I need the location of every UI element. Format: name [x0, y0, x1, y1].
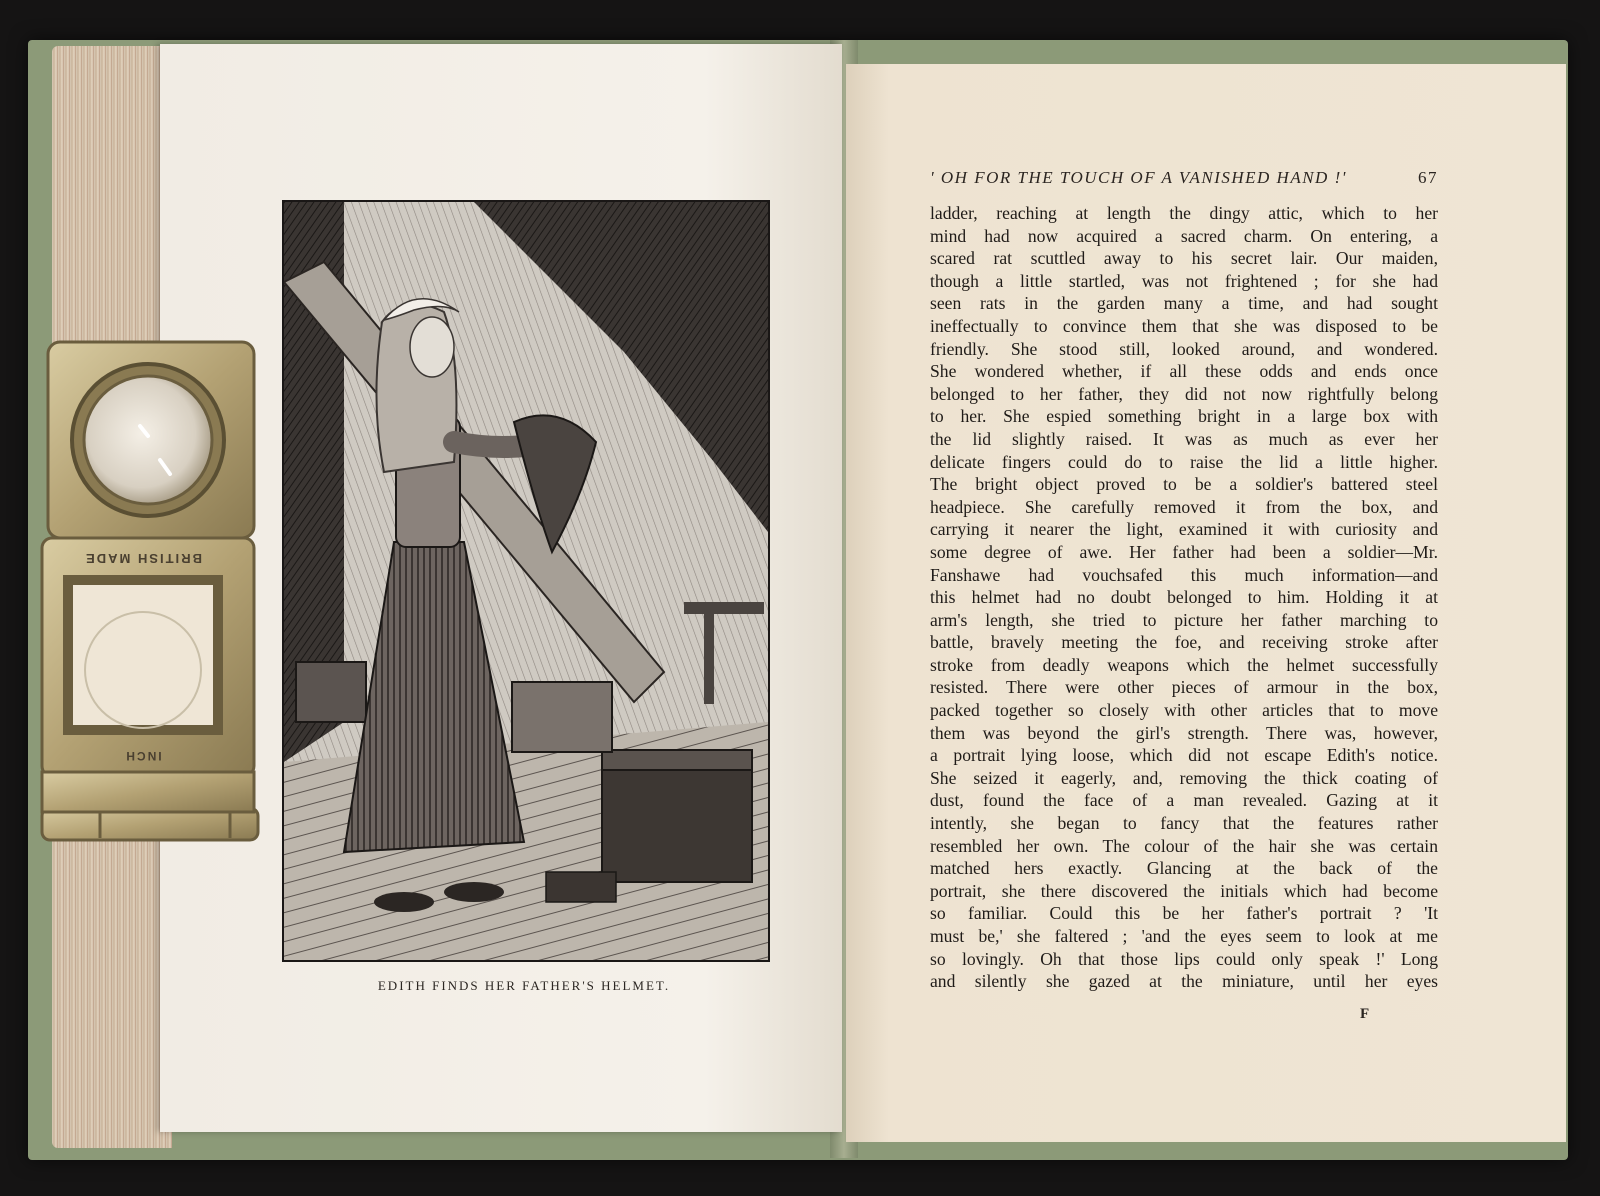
text-line: some degree of awe. Her father had been a soldier—Mr.: [930, 541, 1438, 562]
text-line: packed together so closely with other articles that to move: [930, 700, 1438, 721]
text-line: She seized it eagerly, and, removing the thick coating of: [930, 767, 1438, 788]
text-line: stroke from deadly weapons which the helmet successfully: [930, 654, 1438, 675]
attic-engraving: [284, 202, 768, 960]
text-line: matched hers exactly. Glancing at the back of the: [930, 858, 1438, 879]
text-line: and silently she gazed at the miniature, until her eyes: [930, 971, 1438, 992]
text-line: Fanshawe had vouchsafed this much information—and: [930, 564, 1438, 585]
body-text: [930, 202, 1438, 993]
text-line: arm's length, she tried to picture her father marching to: [930, 609, 1438, 630]
text-line: ladder, reaching at length the dingy attic, which to her: [930, 203, 1438, 223]
page-number: 67: [1418, 168, 1438, 187]
plate-caption: EDITH FINDS HER FATHER'S HELMET.: [377, 978, 671, 993]
illustration-plate: [282, 200, 770, 962]
brass-loupe: [40, 340, 262, 844]
text-line: headpiece. She carefully removed it from the box, and: [930, 496, 1438, 517]
running-head: [930, 168, 1438, 188]
text-line: She wondered whether, if all these odds and ends once: [930, 361, 1438, 382]
text-line: belonged to her father, they did not now rightfully belong: [930, 383, 1438, 404]
text-line: a portrait lying loose, which did not escape Edith's notice.: [930, 745, 1438, 766]
text-line: carrying it nearer the light, examined it with curiosity and: [930, 519, 1438, 540]
text-line: must be,' she faltered ; 'and the eyes seem to look at me: [930, 926, 1438, 946]
text-line: so familiar. Could this be her father's portrait ? 'It: [930, 903, 1438, 924]
text-line: though a little startled, was not frightened ; for she had: [930, 270, 1438, 291]
loupe-stamp-inch: INCH: [124, 749, 162, 763]
text-line: The bright object proved to be a soldier's battered steel: [930, 474, 1438, 495]
loupe-stamp-made: BRITISH MADE: [84, 551, 202, 566]
text-line: dust, found the face of a man revealed. Gazing at it: [930, 790, 1438, 811]
text-line: scared rat scuttled away to his secret lair. Our maiden,: [930, 248, 1438, 269]
text-line: so lovingly. Oh that those lips could only speak !' Long: [930, 948, 1438, 969]
text-line: resisted. There were other pieces of armour in the box,: [930, 677, 1438, 698]
text-line: mind had now acquired a sacred charm. On entering, a: [930, 225, 1438, 246]
text-line: this helmet had no doubt belonged to him. Holding it at: [930, 587, 1438, 608]
text-line: to her. She espied something bright in a large box with: [930, 406, 1438, 427]
running-head-title: ' OH FOR THE TOUCH OF A VANISHED HAND !': [930, 168, 1347, 187]
text-line: the lid slightly raised. It was as much as ever her: [930, 428, 1438, 449]
text-line: them was beyond the girl's strength. There was, however,: [930, 722, 1438, 743]
text-line: seen rats in the garden many a time, and had sought: [930, 293, 1438, 314]
loupe-drawing: [40, 340, 262, 844]
text-line: delicate fingers could do to raise the lid a little higher.: [930, 451, 1438, 472]
text-line: friendly. She stood still, looked around, and wondered.: [930, 338, 1438, 359]
text-line: ineffectually to convince them that she was disposed to be: [930, 315, 1438, 336]
text-line: resembled her own. The colour of the hair she was certain: [930, 835, 1438, 856]
text-line: portrait, she there discovered the initials which had become: [930, 880, 1438, 901]
text-line: intently, she began to fancy that the features rather: [930, 813, 1438, 834]
signature-mark: F: [1360, 1006, 1370, 1022]
text-line: battle, bravely meeting the foe, and receiving stroke after: [930, 632, 1438, 653]
